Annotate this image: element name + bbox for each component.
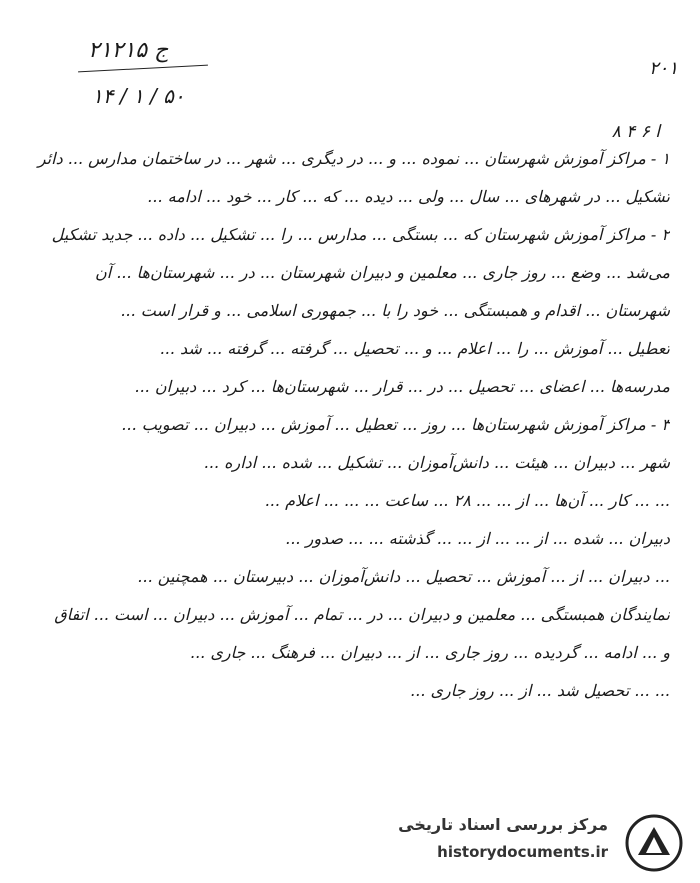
body-line: شهرستان ... اقدام و همبستگی ... خود را با ... جمهوری اسلامی ... و قرار است ... (120, 301, 670, 320)
body-line: ... ... کار ... آن‌ها ... از ... ... ۲۸ ... ساعت ... ... ... اعلام ... (264, 491, 670, 510)
watermark-title: مرکز بررسی اسناد تاریخی (394, 815, 612, 834)
body-line: ۱ - مراکز آموزش شهرستان ... نموده ... و ... در دیگری ... شهر ... در ساختمان مدارس ... دائر (37, 149, 670, 168)
body-line: می‌شد ... وضع ... روز جاری ... معلمین و دبیران شهرستان ... در ... شهرستان‌ها ... آن (95, 263, 670, 282)
body-line: شهر ... دبیران ... هیئت ... دانش‌آموزان ... تشکیل ... شده ... اداره ... (203, 453, 670, 472)
document-code: ۲۱۲۱۵ ج (88, 38, 169, 63)
body-line: تعطیل ... آموزش ... را ... اعلام ... و ... تحصیل ... گرفته ... گرفته ... شد ... (159, 339, 670, 358)
body-line: نمایندگان همبستگی ... معلمین و دبیران ... در ... تمام ... آموزش ... دبیران ... است ... اتفاق (54, 605, 670, 624)
watermark-url: historydocuments.ir (433, 843, 612, 861)
archive-logo-icon (624, 813, 684, 873)
body-line: ۳ - مراکز آموزش شهرستان‌ها ... روز ... تعطیل ... آموزش ... دبیران ... تصویب ... (121, 415, 670, 434)
body-line: تشکیل ... در شهرهای ... سال ... ولی ... دیده ... که ... کار ... خود ... ادامه ... (147, 187, 670, 206)
document-date: ۱۴ / ۱ / ۵۰ (92, 84, 185, 108)
body-line: مدرسه‌ها ... اعضای ... تحصیل ... در ... قرار ... شهرستان‌ها ... کرد ... دبیران ... (134, 377, 670, 396)
body-line: ... دبیران ... از ... آموزش ... تحصیل ... دانش‌آموزان ... دبیرستان ... همچنین ... (137, 567, 670, 586)
reference-number: ا ۶ ۴ ۸ (611, 122, 660, 142)
handwritten-body (30, 140, 670, 710)
body-line: ۲ - مراکز آموزش شهرستان که ... بستگی ... مدارس ... را ... تشکیل ... داده ... جدید تشکیل (51, 225, 670, 244)
body-line: ... ... تحصیل شد ... از ... روز جاری ... (410, 681, 670, 700)
header-underline (78, 65, 208, 73)
page-number: ۲۰۱ (648, 58, 678, 79)
body-line: دبیران ... شده ... از ... ... از ... ... گذشته ... ... صدور ... (285, 529, 670, 548)
archive-watermark (374, 813, 684, 873)
body-line: و ... ادامه ... گردیده ... روز جاری ... از ... دبیران ... فرهنگ ... جاری ... (189, 643, 670, 662)
